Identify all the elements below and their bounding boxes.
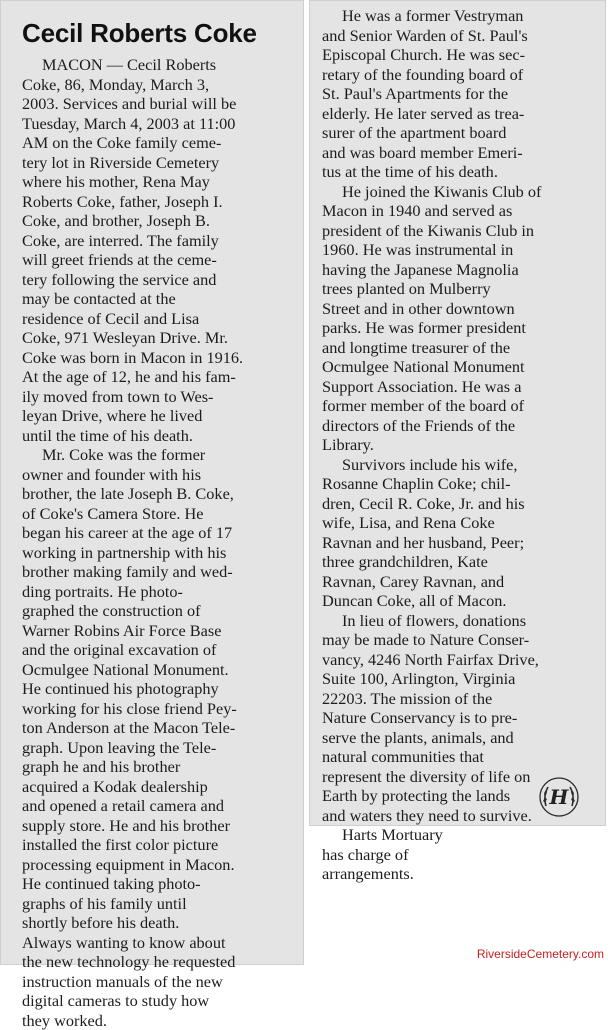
left-column-body — [22, 55, 298, 1030]
text-line: represent the diversity of life on — [322, 767, 602, 787]
laurel-h-icon — [538, 776, 580, 818]
text-line: He was a former Vestryman — [322, 6, 602, 26]
text-line: Ravnan, Carey Ravnan, and — [322, 572, 602, 592]
text-line: serve the plants, animals, and — [322, 728, 602, 748]
text-line: vancy, 4246 North Fairfax Drive, — [322, 650, 602, 670]
text-line: leyan Drive, where he lived — [22, 406, 298, 426]
text-line: directors of the Friends of the — [322, 416, 602, 436]
text-line: surer of the apartment board — [322, 123, 602, 143]
text-line: 22203. The mission of the — [322, 689, 602, 709]
text-line: tus at the time of his death. — [322, 162, 602, 182]
right-column-paragraph — [322, 182, 602, 455]
text-line: brother making family and wed- — [22, 562, 298, 582]
text-line: graph he and his brother — [22, 757, 298, 777]
text-line: graph. Upon leaving the Tele- — [22, 738, 298, 758]
text-line: having the Japanese Magnolia — [322, 260, 602, 280]
text-line: ding portraits. He photo- — [22, 582, 298, 602]
right-column-paragraph — [322, 455, 602, 611]
text-line: Roberts Coke, father, Joseph I. — [22, 192, 298, 212]
text-line: Coke, are interred. The family — [22, 231, 298, 251]
text-line: shortly before his death. — [22, 913, 298, 933]
text-line: parks. He was former president — [322, 318, 602, 338]
text-line: Episcopal Church. He was sec- — [322, 45, 602, 65]
text-line: may be contacted at the — [22, 289, 298, 309]
text-line: may be made to Nature Conser- — [322, 630, 602, 650]
text-line: arrangements. — [322, 864, 602, 884]
text-line: dren, Cecil R. Coke, Jr. and his — [322, 494, 602, 514]
text-line: supply store. He and his brother — [22, 816, 298, 836]
text-line: until the time of his death. — [22, 426, 298, 446]
text-line: St. Paul's Apartments for the — [322, 84, 602, 104]
text-line: Coke, and brother, Joseph B. — [22, 211, 298, 231]
text-line: tery lot in Riverside Cemetery — [22, 153, 298, 173]
right-column-paragraph — [322, 6, 602, 182]
text-line: 1960. He was instrumental in — [322, 240, 602, 260]
text-line: Harts Mortuary — [322, 825, 602, 845]
text-line: of Coke's Camera Store. He — [22, 504, 298, 524]
harts-mortuary-logo — [538, 776, 580, 818]
text-line: Coke was born in Macon in 1916. — [22, 348, 298, 368]
text-line: He continued his photography — [22, 679, 298, 699]
text-line: Macon in 1940 and served as — [322, 201, 602, 221]
text-line: In lieu of flowers, donations — [322, 611, 602, 631]
text-line: 2003. Services and burial will be — [22, 94, 298, 114]
text-line: Tuesday, March 4, 2003 at 11:00 — [22, 114, 298, 134]
text-line: processing equipment in Macon. — [22, 855, 298, 875]
text-line: and opened a retail camera and — [22, 796, 298, 816]
text-line: residence of Cecil and Lisa — [22, 309, 298, 329]
text-line: natural communities that — [322, 747, 602, 767]
obituary-left-column — [22, 18, 298, 1030]
text-line: three grandchildren, Kate — [322, 552, 602, 572]
text-line: began his career at the age of 17 — [22, 523, 298, 543]
text-line: and was board member Emeri- — [322, 143, 602, 163]
text-line: Coke, 86, Monday, March 3, — [22, 75, 298, 95]
text-line: Ocmulgee National Monument — [322, 357, 602, 377]
text-line: and waters they need to survive. — [322, 806, 602, 826]
text-line: graphed the construction of — [22, 601, 298, 621]
text-line: former member of the board of — [322, 396, 602, 416]
text-line: Mr. Coke was the former — [22, 445, 298, 465]
text-line: where his mother, Rena May — [22, 172, 298, 192]
text-line: AM on the Coke family ceme- — [22, 133, 298, 153]
text-line: ton Anderson at the Macon Tele- — [22, 718, 298, 738]
text-line: Library. — [322, 435, 602, 455]
text-line: will greet friends at the ceme- — [22, 250, 298, 270]
text-line: Support Association. He was a — [322, 377, 602, 397]
text-line: He joined the Kiwanis Club of — [322, 182, 602, 202]
text-line: At the age of 12, he and his fam- — [22, 367, 298, 387]
obituary-right-column — [322, 6, 602, 884]
text-line: they worked. — [22, 1011, 298, 1030]
text-line: installed the first color picture — [22, 835, 298, 855]
logo-letter: H — [549, 785, 570, 809]
text-line: brother, the late Joseph B. Coke, — [22, 484, 298, 504]
text-line: Always wanting to know about — [22, 933, 298, 953]
text-line: has charge of — [322, 845, 602, 865]
text-line: acquired a Kodak dealership — [22, 777, 298, 797]
text-line: MACON — Cecil Roberts — [22, 55, 298, 75]
text-line: instruction manuals of the new — [22, 972, 298, 992]
text-line: working for his close friend Pey- — [22, 699, 298, 719]
text-line: Street and in other downtown — [322, 299, 602, 319]
text-line: elderly. He later served as trea- — [322, 104, 602, 124]
text-line: graphs of his family until — [22, 894, 298, 914]
text-line: the new technology he requested — [22, 952, 298, 972]
text-line: trees planted on Mulberry — [322, 279, 602, 299]
text-line: Ocmulgee National Monument. — [22, 660, 298, 680]
text-line: Survivors include his wife, — [322, 455, 602, 475]
text-line: tery following the service and — [22, 270, 298, 290]
text-line: wife, Lisa, and Rena Coke — [322, 513, 602, 533]
obituary-headline: Cecil Roberts Coke — [22, 18, 298, 49]
left-column-paragraph — [22, 55, 298, 445]
watermark-credit: RiversideCemetery.com — [477, 947, 604, 961]
text-line: ily moved from town to Wes- — [22, 387, 298, 407]
text-line: Earth by protecting the lands — [322, 786, 602, 806]
text-line: Ravnan and her husband, Peer; — [322, 533, 602, 553]
text-line: and Senior Warden of St. Paul's — [322, 26, 602, 46]
text-line: Suite 100, Arlington, Virginia — [322, 669, 602, 689]
text-line: Rosanne Chaplin Coke; chil- — [322, 474, 602, 494]
text-line: and longtime treasurer of the — [322, 338, 602, 358]
text-line: Duncan Coke, all of Macon. — [322, 591, 602, 611]
right-column-body — [322, 6, 602, 884]
text-line: working in partnership with his — [22, 543, 298, 563]
text-line: Warner Robins Air Force Base — [22, 621, 298, 641]
text-line: digital cameras to study how — [22, 991, 298, 1011]
right-column-paragraph — [322, 825, 602, 884]
left-column-paragraph — [22, 445, 298, 1030]
text-line: president of the Kiwanis Club in — [322, 221, 602, 241]
text-line: Coke, 971 Wesleyan Drive. Mr. — [22, 328, 298, 348]
text-line: owner and founder with his — [22, 465, 298, 485]
text-line: and the original excavation of — [22, 640, 298, 660]
text-line: He continued taking photo- — [22, 874, 298, 894]
text-line: Nature Conservancy is to pre- — [322, 708, 602, 728]
text-line: retary of the founding board of — [322, 65, 602, 85]
